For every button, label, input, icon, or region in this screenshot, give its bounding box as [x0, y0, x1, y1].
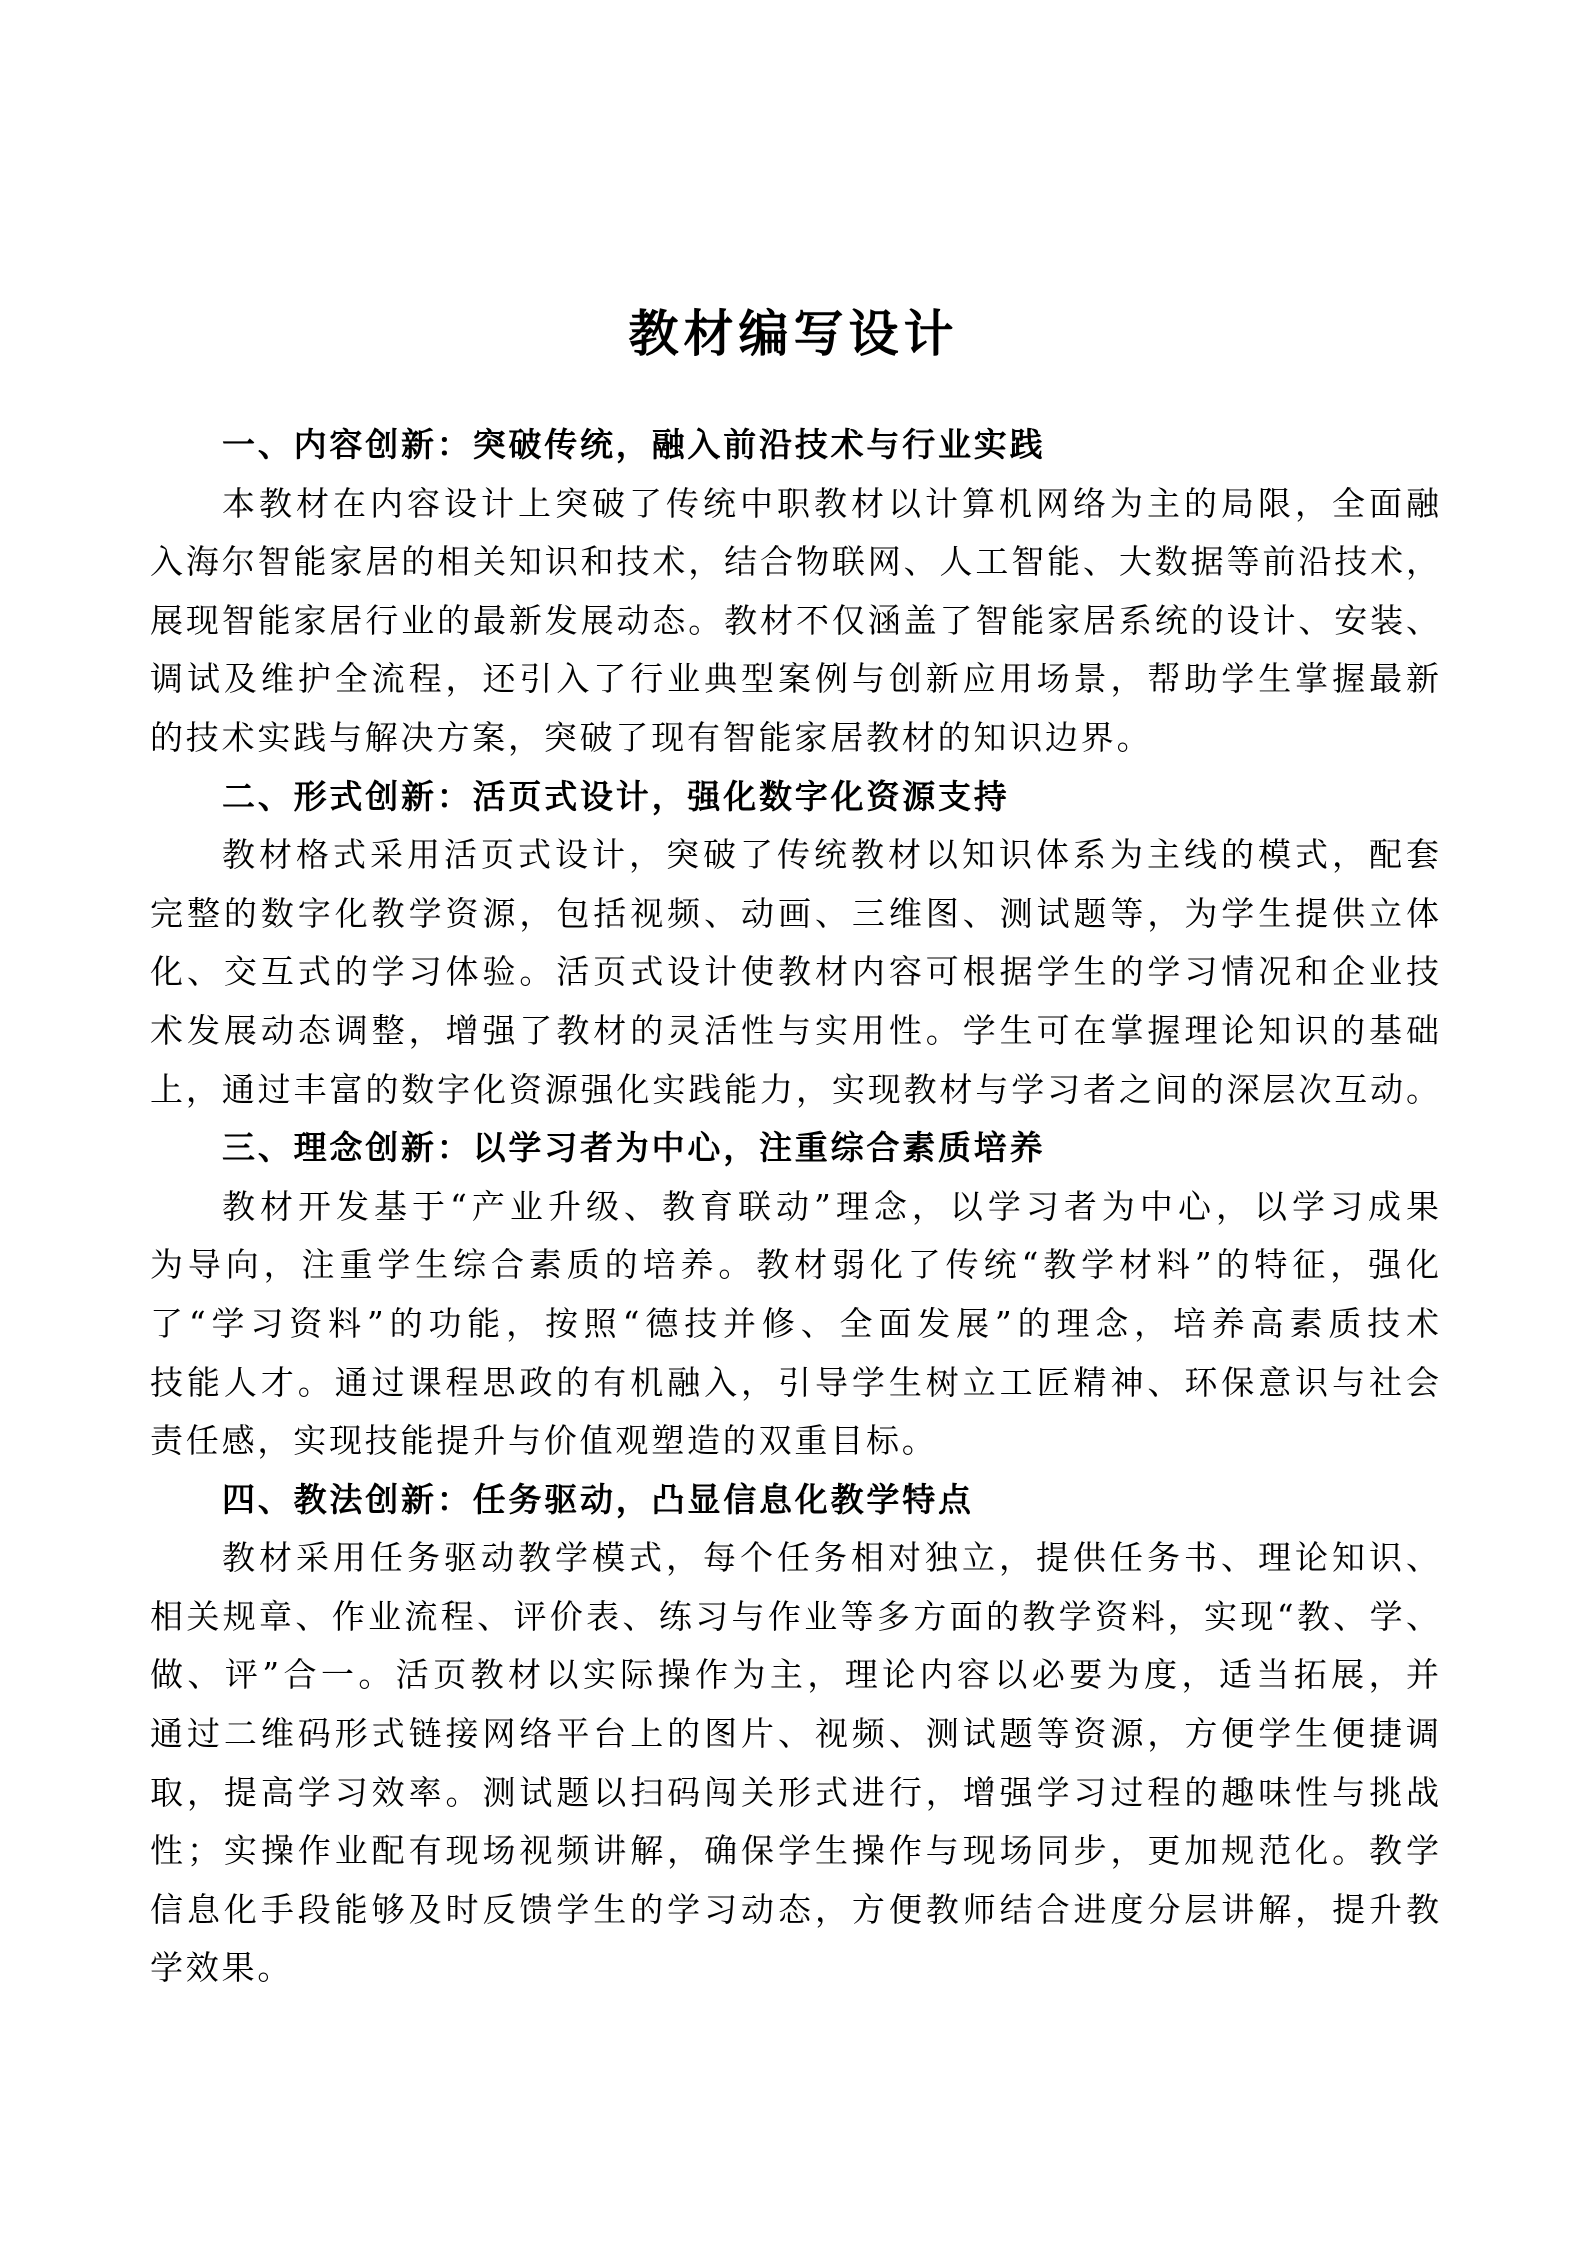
paragraph-line: 责任感，实现技能提升与价值观塑造的双重目标。 — [150, 1421, 938, 1461]
paragraph-line: 学效果。 — [150, 1948, 294, 1988]
paragraph-line: 入海尔智能家居的相关知识和技术，结合物联网、人工智能、大数据等前沿技术， — [150, 542, 1440, 582]
paragraph-line: 上，通过丰富的数字化资源强化实践能力，实现教材与学习者之间的深层次互动。 — [150, 1069, 1440, 1109]
section-heading-content-innovation: 一、内容创新：突破传统，融入前沿技术与行业实践 — [222, 425, 1046, 464]
paragraph-line: 为导向，注重学生综合素质的培养。教材弱化了传统“教学材料”的特征，强化 — [150, 1245, 1440, 1285]
paragraph-line: 本教材在内容设计上突破了传统中职教材以计算机网络为主的局限，全面融 — [222, 483, 1440, 523]
paragraph-line: 相关规章、作业流程、评价表、练习与作业等多方面的教学资料，实现“教、学、 — [150, 1596, 1440, 1636]
paragraph-line: 化、交互式的学习体验。活页式设计使教材内容可根据学生的学习情况和企业技 — [150, 952, 1440, 992]
paragraph-line: 性；实操作业配有现场视频讲解，确保学生操作与现场同步，更加规范化。教学 — [150, 1831, 1440, 1871]
paragraph-line: 教材开发基于“产业升级、教育联动”理念，以学习者为中心，以学习成果 — [222, 1186, 1440, 1226]
paragraph-line: 完整的数字化教学资源，包括视频、动画、三维图、测试题等，为学生提供立体 — [150, 893, 1440, 933]
paragraph-line: 通过二维码形式链接网络平台上的图片、视频、测试题等资源，方便学生便捷调 — [150, 1714, 1440, 1754]
paragraph-line: 教材格式采用活页式设计，突破了传统教材以知识体系为主线的模式，配套 — [222, 835, 1440, 875]
paragraph-line: 的技术实践与解决方案，突破了现有智能家居教材的知识边界。 — [150, 717, 1153, 757]
document-title: 教材编写设计 — [628, 304, 959, 363]
document-body — [150, 416, 1440, 1998]
paragraph-line: 技能人才。通过课程思政的有机融入，引导学生树立工匠精神、环保意识与社会 — [150, 1362, 1440, 1402]
paragraph-line: 展现智能家居行业的最新发展动态。教材不仅涵盖了智能家居系统的设计、安装、 — [150, 600, 1440, 640]
paragraph-line: 调试及维护全流程，还引入了行业典型案例与创新应用场景，帮助学生掌握最新 — [150, 659, 1440, 699]
paragraph-line: 做、评”合一。活页教材以实际操作为主，理论内容以必要为度，适当拓展，并 — [150, 1655, 1440, 1695]
paragraph-line: 信息化手段能够及时反馈学生的学习动态，方便教师结合进度分层讲解，提升教 — [150, 1889, 1440, 1929]
paragraph-line: 术发展动态调整，增强了教材的灵活性与实用性。学生可在掌握理论知识的基础 — [150, 1010, 1440, 1050]
section-heading-form-innovation: 二、形式创新：活页式设计，强化数字化资源支持 — [222, 776, 1010, 816]
paragraph-line: 了“学习资料”的功能，按照“德技并修、全面发展”的理念，培养高素质技术 — [150, 1303, 1440, 1343]
paragraph-line: 教材采用任务驱动教学模式，每个任务相对独立，提供任务书、理论知识、 — [222, 1538, 1440, 1578]
paragraph-line: 取，提高学习效率。测试题以扫码闯关形式进行，增强学习过程的趣味性与挑战 — [150, 1772, 1440, 1812]
section-heading-teaching-method-innovation: 四、教法创新：任务驱动，凸显信息化教学特点 — [222, 1479, 974, 1519]
section-heading-concept-innovation: 三、理念创新：以学习者为中心，注重综合素质培养 — [222, 1128, 1046, 1168]
